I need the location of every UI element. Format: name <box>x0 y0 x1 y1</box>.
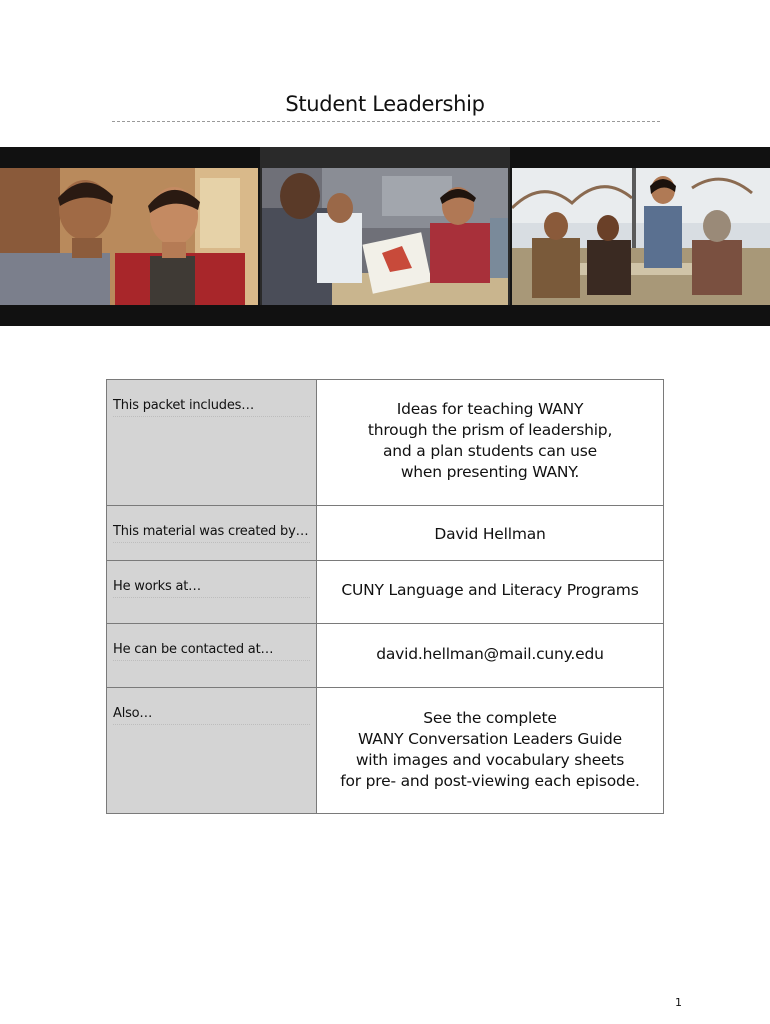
photo-banner <box>0 147 770 326</box>
also-value: See the complete WANY Conversation Leaders Guide with images and vocabulary sheets for pre- and post-viewing each episode. <box>340 709 640 790</box>
table-row <box>107 624 664 688</box>
row-value-cell <box>317 624 664 688</box>
row-value-cell <box>317 506 664 561</box>
hospital-staff-photo <box>262 168 508 305</box>
page-number: 1 <box>675 996 682 1009</box>
organization-name: CUNY Language and Literacy Programs <box>341 581 639 599</box>
outdoor-group-photo <box>512 168 770 305</box>
created-by-label: This material was created by… <box>113 524 310 543</box>
row-value-cell <box>317 380 664 506</box>
banner-bottom-band <box>0 305 770 326</box>
packet-includes-label: This packet includes… <box>113 398 310 417</box>
title-divider <box>112 121 660 122</box>
packet-includes-value: Ideas for teaching WANY through the prism of leadership, and a plan students can use when presenting WANY. <box>367 400 613 481</box>
row-value-cell <box>317 688 664 814</box>
table-row <box>107 561 664 624</box>
row-value-cell <box>317 561 664 624</box>
table-row <box>107 688 664 814</box>
also-label: Also… <box>113 706 310 725</box>
info-table <box>106 379 664 814</box>
row-label-cell <box>107 688 317 814</box>
works-at-label: He works at… <box>113 579 310 598</box>
row-label-cell <box>107 561 317 624</box>
row-label-cell <box>107 506 317 561</box>
table-row <box>107 506 664 561</box>
contact-email[interactable]: david.hellman@mail.cuny.edu <box>376 645 604 663</box>
contact-label: He can be contacted at… <box>113 642 310 661</box>
table-row <box>107 380 664 506</box>
author-name: David Hellman <box>434 525 546 543</box>
row-label-cell <box>107 624 317 688</box>
two-men-photo <box>0 168 258 305</box>
row-label-cell <box>107 380 317 506</box>
document-title: Student Leadership <box>285 92 485 116</box>
